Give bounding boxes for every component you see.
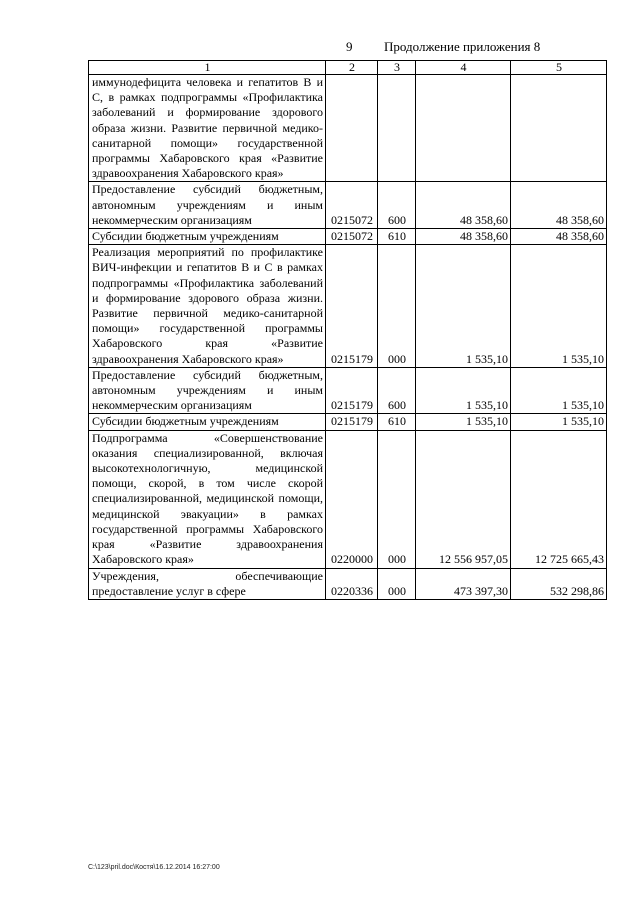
sum-2015-cell: 48 358,60	[416, 182, 511, 229]
vr-cell: 610	[378, 229, 416, 245]
column-header-3: 3	[378, 61, 416, 75]
budget-table	[88, 60, 607, 600]
table-row	[89, 367, 607, 414]
table-row	[89, 245, 607, 368]
column-header-5: 5	[511, 61, 607, 75]
sum-2016-cell: 48 358,60	[511, 182, 607, 229]
csr-cell: 0215072	[326, 182, 378, 229]
sum-2016-cell	[511, 75, 607, 182]
table-row	[89, 75, 607, 182]
vr-cell: 610	[378, 414, 416, 430]
sum-2015-cell	[416, 75, 511, 182]
csr-cell: 0215179	[326, 414, 378, 430]
table-row	[89, 414, 607, 430]
row-name-cell: Субсидии бюджетным учреждениям	[89, 229, 326, 245]
sum-2015-cell: 1 535,10	[416, 367, 511, 414]
csr-cell: 0215179	[326, 245, 378, 368]
vr-cell	[378, 75, 416, 182]
column-header-1: 1	[89, 61, 326, 75]
column-number-row	[89, 61, 607, 75]
sum-2016-cell: 48 358,60	[511, 229, 607, 245]
table-row	[89, 430, 607, 568]
sum-2015-cell: 12 556 957,05	[416, 430, 511, 568]
row-name-cell: Субсидии бюджетным учреждениям	[89, 414, 326, 430]
csr-cell	[326, 75, 378, 182]
sum-2015-cell: 48 358,60	[416, 229, 511, 245]
sum-2016-cell: 532 298,86	[511, 568, 607, 599]
csr-cell: 0215072	[326, 229, 378, 245]
csr-cell: 0215179	[326, 367, 378, 414]
table-row	[89, 568, 607, 599]
file-path-footer: C:\123\pril.doc\Костя\16.12.2014 16:27:00	[88, 864, 220, 871]
csr-cell: 0220000	[326, 430, 378, 568]
sum-2016-cell: 1 535,10	[511, 367, 607, 414]
sum-2016-cell: 1 535,10	[511, 414, 607, 430]
row-name-cell: Реализация мероприятий по профилактике ВИЧ-инфекции и гепатитов В и С в рамках подпрограммы «Профилактика заболеваний и формирование здорового образа жизни. Развитие первичной медико-санитарной помощи» государственной программы Хабаровского края «Развитие здравоохранения Хабаровского края»	[89, 245, 326, 368]
sum-2015-cell: 1 535,10	[416, 414, 511, 430]
row-name-cell: Подпрограмма «Совершенствование оказания специализированной, включая высокотехнологичную, медицинской помощи, скорой, в том числе скорой специализированной, медицинской помощи, медицинской эвакуации» в рамках государственной программы Хабаровского края «Развитие здравоохранения Хабаровского края»	[89, 430, 326, 568]
csr-cell: 0220336	[326, 568, 378, 599]
row-name-cell: иммунодефицита человека и гепатитов В и С, в рамках подпрограммы «Профилактика заболеваний и формирование здорового образа жизни. Развитие первичной медико-санитарной помощи» государственной программы Хабаровского края «Развитие здравоохранения Хабаровского края»	[89, 75, 326, 182]
vr-cell: 600	[378, 182, 416, 229]
appendix-label: Продолжение приложения 8	[384, 39, 541, 54]
sum-2015-cell: 1 535,10	[416, 245, 511, 368]
row-name-cell: Предоставление субсидий бюджетным, автономным учреждениям и иным некоммерческим организациям	[89, 367, 326, 414]
column-header-4: 4	[416, 61, 511, 75]
row-name-cell: Учреждения, обеспечивающие предоставление услуг в сфере	[89, 568, 326, 599]
vr-cell: 000	[378, 568, 416, 599]
sum-2016-cell: 1 535,10	[511, 245, 607, 368]
vr-cell: 600	[378, 367, 416, 414]
sum-2016-cell: 12 725 665,43	[511, 430, 607, 568]
vr-cell: 000	[378, 245, 416, 368]
sum-2015-cell: 473 397,30	[416, 568, 511, 599]
page-number: 9	[346, 39, 353, 54]
vr-cell: 000	[378, 430, 416, 568]
table-row	[89, 229, 607, 245]
row-name-cell: Предоставление субсидий бюджетным, автономным учреждениям и иным некоммерческим организациям	[89, 182, 326, 229]
column-header-2: 2	[326, 61, 378, 75]
table-row	[89, 182, 607, 229]
